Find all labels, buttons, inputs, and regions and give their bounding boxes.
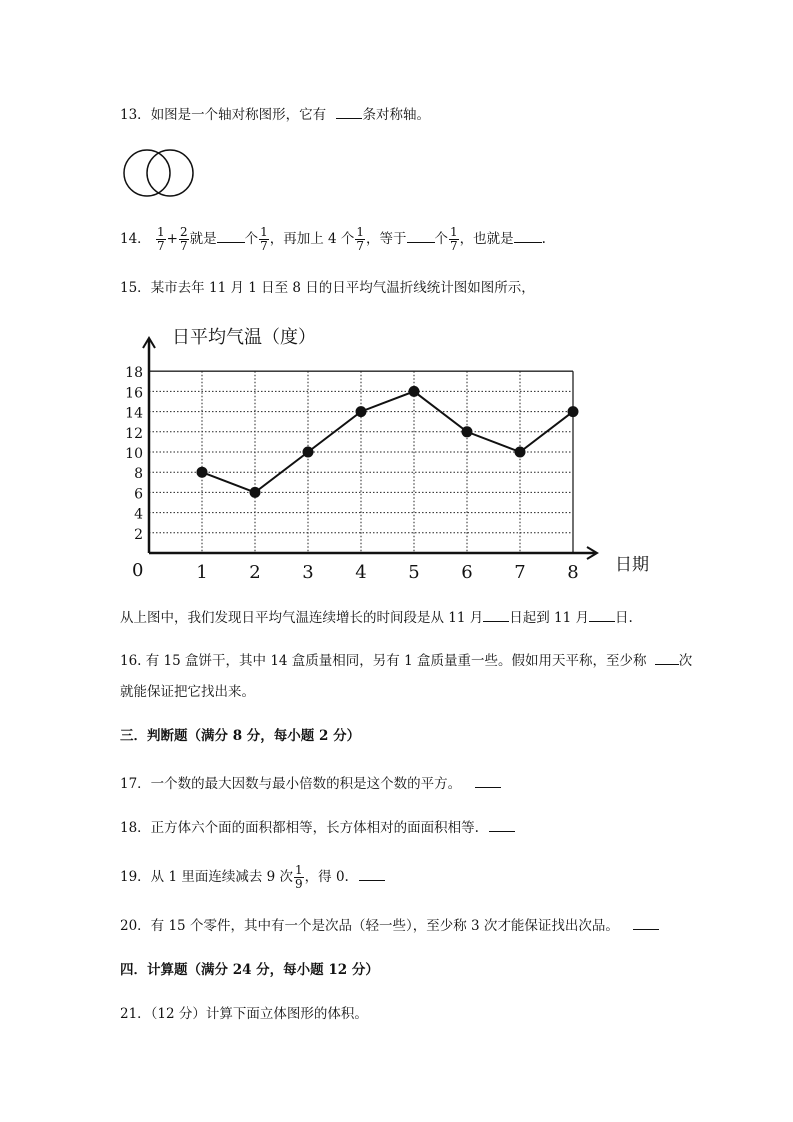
data-point (409, 386, 420, 397)
q15-followup-text: 日. (615, 610, 633, 626)
q13-number: 13． (120, 107, 151, 123)
denominator: 7 (450, 239, 458, 253)
section-4-heading (120, 960, 379, 980)
q15-text: 某市去年 11 月 1 日至 8 日的日平均气温折线统计图如图所示， (150, 280, 535, 296)
data-point (515, 447, 526, 458)
chart-ticks (125, 365, 579, 583)
question-16 (120, 650, 692, 671)
q19-answer-blank[interactable] (359, 866, 385, 881)
q14-answer-blank-1[interactable] (217, 228, 245, 243)
question-14 (120, 226, 546, 253)
y-tick-label: 10 (125, 446, 143, 462)
q13-text-after: 条对称轴。 (362, 107, 430, 123)
y-tick-label: 18 (125, 365, 143, 382)
q15-number: 15． (120, 280, 151, 296)
section-3-heading (120, 726, 360, 746)
q18-answer-blank[interactable] (489, 817, 515, 832)
x-tick-label: 4 (355, 562, 367, 583)
y-tick-label: 8 (134, 466, 143, 483)
x-tick-label: 5 (408, 562, 420, 583)
denominator: 7 (260, 239, 268, 253)
y-tick-label: 2 (134, 526, 143, 543)
x-tick-label: 3 (302, 562, 314, 583)
data-point (197, 467, 208, 478)
numerator: 1 (260, 225, 268, 239)
q13-answer-blank[interactable] (336, 104, 362, 119)
q13-text-before: 如图是一个轴对称图形，它有 (150, 107, 327, 123)
q15-followup-text: 日起到 11 月 (509, 610, 590, 626)
q17-answer-blank[interactable] (475, 773, 501, 788)
fraction-1-7 (355, 226, 365, 253)
fraction-1-7 (449, 226, 459, 253)
numerator: 1 (356, 225, 365, 239)
data-point (462, 426, 473, 437)
data-point (356, 406, 367, 417)
q14-number: 14． (120, 231, 151, 247)
chart-title: 日平均气温（度） (172, 327, 316, 348)
y-tick-label: 12 (125, 425, 143, 442)
q20-answer-blank[interactable] (633, 915, 659, 930)
q20-text: 20．有 15 个零件，其中有一个是次品（轻一些），至少称 3 次才能保证找出次品。 (120, 918, 619, 934)
question-17 (120, 773, 501, 794)
q16-text: 16. 有 15 盒饼干，其中 14 盒质量相同，另有 1 盒质量重一些。假如用天平称，至少称 (120, 653, 647, 669)
x-tick-label: 1 (196, 562, 208, 583)
denominator: 9 (295, 877, 303, 891)
numerator: 2 (179, 225, 188, 239)
x-tick-label: 6 (461, 562, 473, 583)
q15-followup-text: 从上图中，我们发现日平均气温连续增长的时间段是从 11 月 (120, 610, 484, 626)
x-axis-label: 日期 (615, 555, 649, 575)
plus-sign: + (166, 231, 178, 247)
chart-grid (149, 371, 573, 553)
y-tick-label: 14 (125, 405, 143, 422)
data-point (568, 406, 579, 417)
q14-answer-blank-3[interactable] (514, 228, 542, 243)
two-circles-figure (120, 145, 200, 205)
q15-answer-blank-start[interactable] (483, 607, 509, 622)
q15-answer-blank-end[interactable] (589, 607, 615, 622)
q17-text: 17．一个数的最大因数与最小倍数的积是这个数的平方。 (120, 776, 462, 792)
question-19 (120, 864, 385, 891)
q16-text: 次 (678, 653, 693, 669)
question-15 (120, 278, 535, 298)
q14-text: 个 (244, 231, 259, 247)
data-point (250, 487, 261, 498)
q16-text: 就能保证把它找出来。 (120, 684, 255, 700)
q14-text: 就是 (189, 231, 217, 247)
q21-text: 21．（12 分）计算下面立体图形的体积。 (120, 1006, 368, 1022)
question-15-followup (120, 607, 633, 628)
x-tick-label: 2 (249, 562, 261, 583)
data-point (303, 447, 314, 458)
q14-text: ，也就是 (459, 231, 514, 247)
fraction-1-9 (294, 864, 304, 891)
q14-text: ，等于 (366, 231, 407, 247)
x-tick-label: 7 (514, 562, 526, 583)
chart-series (197, 386, 579, 498)
q14-answer-blank-2[interactable] (407, 228, 435, 243)
y-tick-label: 16 (125, 385, 143, 402)
q14-text: . (541, 231, 546, 247)
fraction-2-7 (179, 226, 189, 253)
y-tick-label: 4 (134, 506, 143, 523)
fraction-1-7 (156, 226, 166, 253)
q16-answer-blank[interactable] (655, 650, 679, 665)
question-21 (120, 1004, 368, 1024)
numerator: 1 (156, 225, 165, 239)
question-16-line2 (120, 682, 255, 702)
q18-text: 18．正方体六个面的面积都相等，长方体相对的面面积相等. (120, 820, 479, 836)
q14-text: 个 (434, 231, 449, 247)
section-title: 四．计算题（满分 24 分，每小题 12 分） (120, 962, 379, 978)
question-18 (120, 817, 515, 838)
y-tick-label: 6 (134, 486, 143, 503)
denominator: 7 (179, 239, 188, 253)
q19-text: 19．从 1 里面连续减去 9 次 (120, 869, 294, 885)
question-13 (120, 104, 430, 125)
x-tick-label: 8 (567, 562, 579, 583)
temperature-line-chart (110, 318, 670, 588)
temperature-line (202, 391, 573, 492)
fraction-1-7 (259, 226, 269, 253)
q19-text: ，得 0. (304, 869, 349, 885)
denominator: 7 (156, 239, 165, 253)
question-20 (120, 915, 659, 936)
numerator: 1 (450, 225, 458, 239)
denominator: 7 (356, 239, 365, 253)
numerator: 1 (295, 863, 303, 877)
q14-text: ，再加上 4 个 (269, 231, 355, 247)
origin-label: 0 (132, 560, 144, 581)
section-title: 三．判断题（满分 8 分，每小题 2 分） (120, 728, 361, 744)
